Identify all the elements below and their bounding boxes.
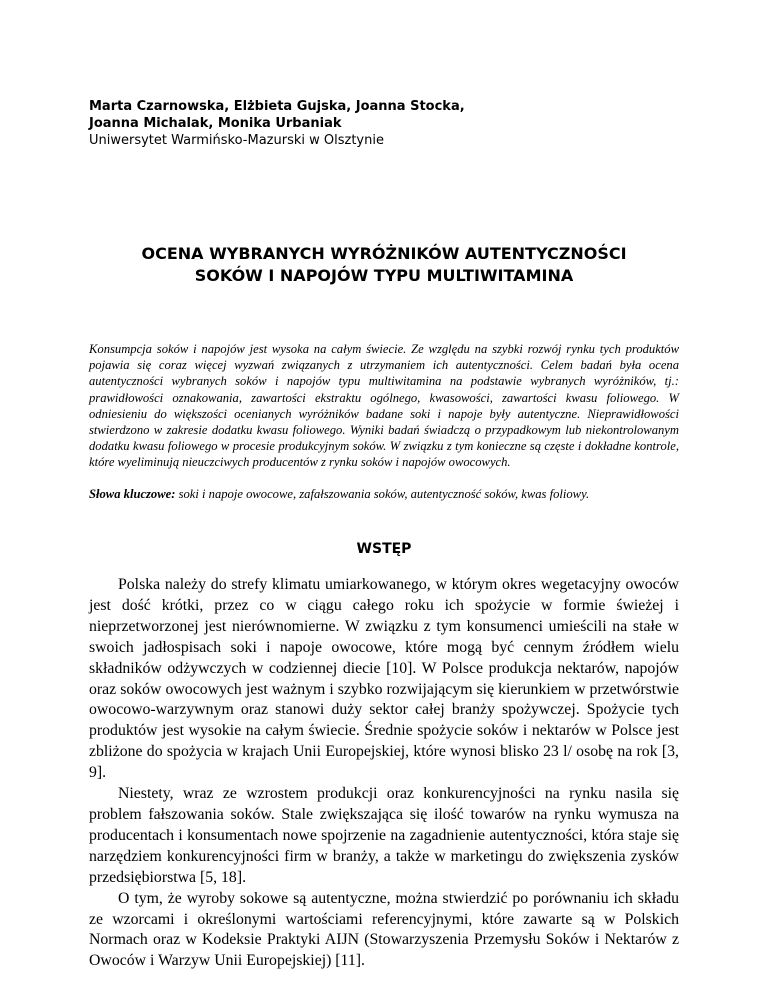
affiliation: Uniwersytet Warmińsko-Mazurski w Olsztynie — [89, 133, 384, 148]
paragraph: O tym, że wyroby sokowe są autentyczne, można stwierdzić po porównaniu ich składu ze wzorcami i określonymi wartościami referencyjnymi, które zawarte są w Polskich Normach oraz w Kodeksie Praktyki AIJN (Stowarzyszenia Przemysłu Soków i Nektarów z Owoców i Warzyw Unii Europejskiej) [11]. — [89, 889, 679, 970]
author-names-line-2: Joanna Michalak, Monika Urbaniak — [89, 116, 342, 131]
author-names-line-1: Marta Czarnowska, Elżbieta Gujska, Joanna Stocka, — [89, 99, 465, 114]
paragraph: Niestety, wraz ze wzrostem produkcji oraz konkurencyjności na rynku nasila się problem fałszowania soków. Stale zwiększająca się ilość towarów na rynku wymusza na producentach i konsumentach nowe spojrzenie na zagadnienie autentyczności, która staje się narzędziem konkurencyjności firm w branży, a także w marketingu do zwiększenia zysków przedsiębiorstwa [5, 18]. — [89, 785, 679, 886]
body-text — [89, 575, 679, 972]
section-heading: WSTĘP — [356, 541, 412, 557]
abstract: Konsumpcja soków i napojów jest wysoka na całym świecie. Ze względu na szybki rozwój rynku tych produktów pojawia się coraz więcej wyzwań związanych z utrzymaniem ich autentyczności. Celem badań była ocena autentyczności wybranych soków i napojów typu multiwitamina na podstawie wybranych wyróżników, tj.: prawidłowości oznakowania, zawartości ekstraktu ogólnego, kwasowości, zawartości kwasu foliowego. W odniesieniu do większości ocenianych wyróżników badane soki i napoje były autentyczne. Nieprawidłowości stwierdzono w zakresie dodatku kwasu foliowego. Wyniki badań świadczą o przypadkowym lub niekontrolowanym dodatku kwasu foliowego w procesie produkcyjnym soków. W związku z tym konieczne są częste i dokładne kontrole, które wyeliminują nieuczciwych producentów z rynku soków i napojów owocowych. — [89, 342, 679, 470]
keywords-text: soki i napoje owocowe, zafałszowania soków, autentyczność soków, kwas foliowy. — [175, 487, 590, 501]
keywords — [89, 486, 679, 502]
paragraph: Polska należy do strefy klimatu umiarkowanego, w którym okres wegetacyjny owoców jest dość krótki, przez co w ciągu całego roku ich spożycie w formie świeżej i nieprzetworzonej jest nierównomierne. W związku z tym konsumenci umieścili na stałe w swoich jadłospisach soki i napoje owocowe, które mogą być cennym źródłem wielu składników odżywczych w codziennej diecie [10]. W Polsce produkcja nektarów, napojów oraz soków owocowych jest ważnym i szybko rozwijającym się kierunkiem w przetwórstwie owocowo-warzywnym oraz stanowi duży sektor całej branży spożywczej. Spożycie tych produktów jest wysokie na całym świecie. Średnie spożycie soków i nektarów w Polsce jest zbliżone do spożycia w krajach Unii Europejskiej, które wynosi blisko 23 l/ osobę na rok [3, 9]. — [89, 576, 679, 782]
author-block — [89, 98, 689, 149]
article-title — [89, 243, 679, 287]
keywords-label: Słowa kluczowe: — [89, 487, 176, 501]
title-line-2: SOKÓW I NAPOJÓW TYPU MULTIWITAMINA — [194, 266, 574, 285]
title-line-1: OCENA WYBRANYCH WYRÓŻNIKÓW AUTENTYCZNOŚCI — [141, 244, 627, 263]
